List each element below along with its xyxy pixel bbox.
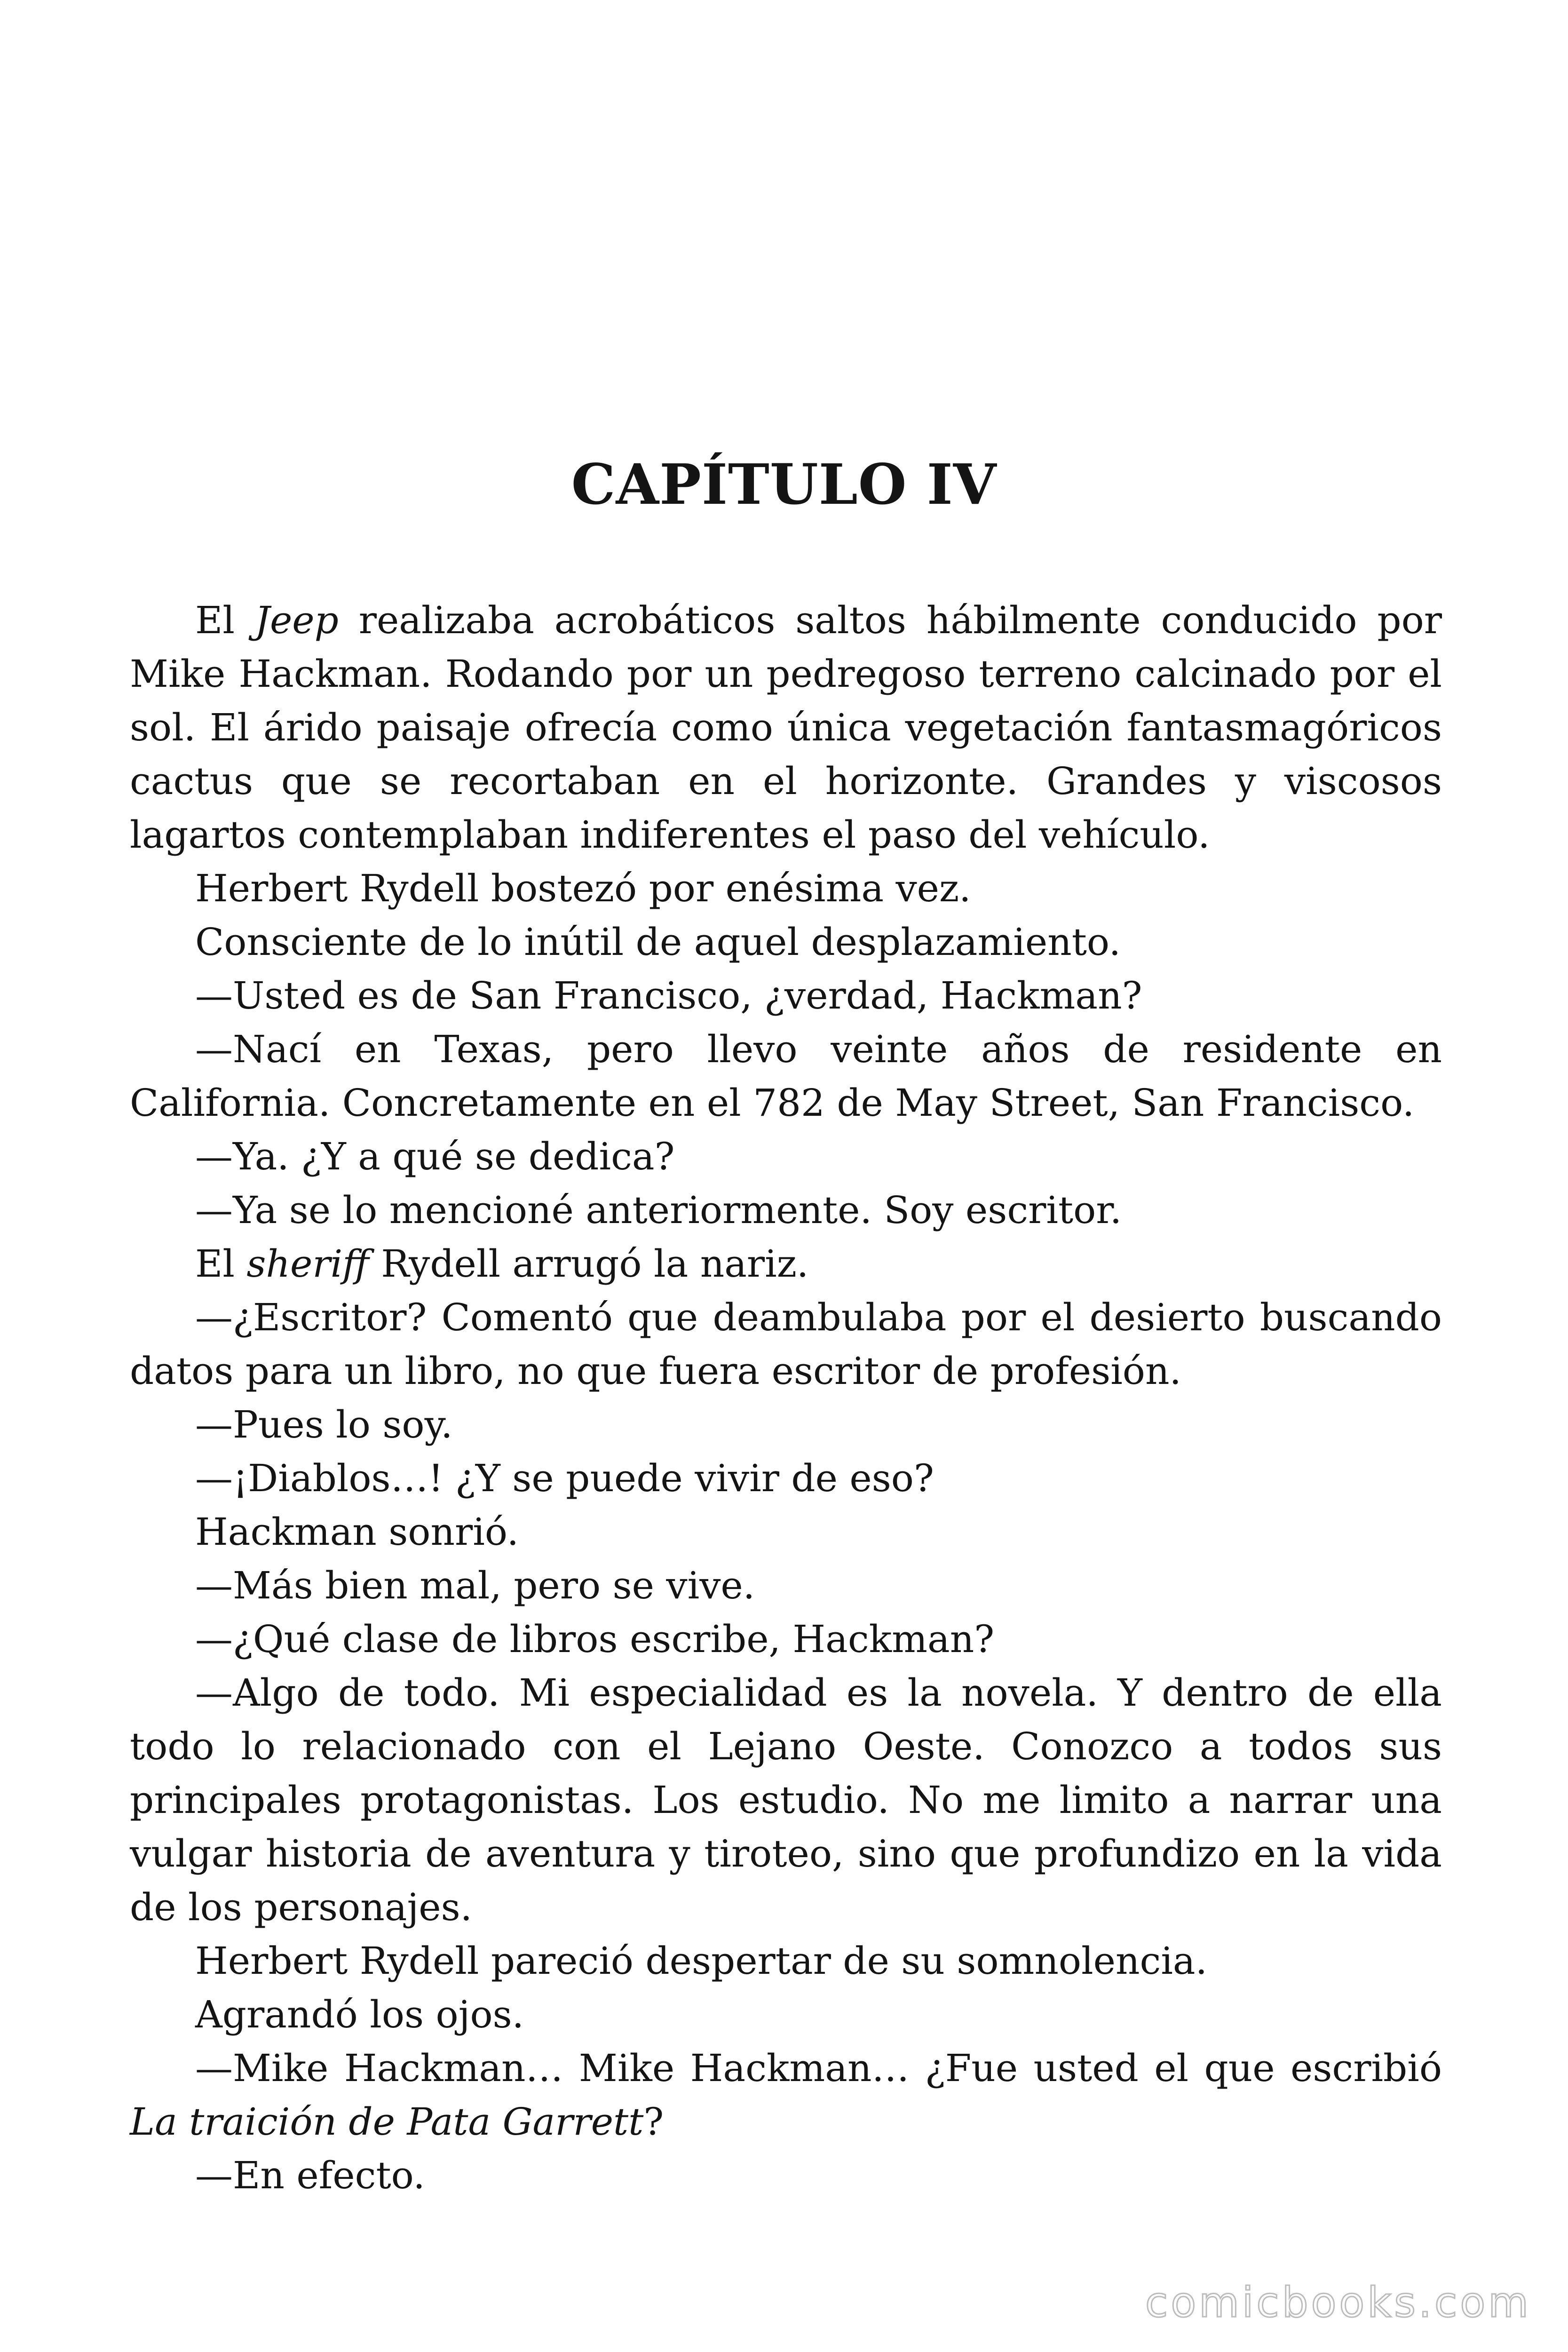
- paragraph: —Nací en Texas, pero llevo veinte años de residente en California. Concretamente en el 782 de May Street, San Francisco.: [130, 1027, 1442, 1125]
- paragraph: Agrandó los ojos.: [195, 1993, 524, 2036]
- paragraph: —Algo de todo. Mi especialidad es la novela. Y dentro de ella todo lo relacionado con el Lejano Oeste. Conozco a todos sus principales protagonistas. Los estudio. No me limito a narrar una vulgar historia de aventura y tiroteo, sino que profundizo en la vida de los personajes.: [130, 1671, 1442, 1929]
- paragraph: —¿Qué clase de libros escribe, Hackman?: [195, 1617, 995, 1661]
- paragraph: Hackman sonrió.: [195, 1510, 519, 1554]
- paragraph: —¿Escritor? Comentó que deambulaba por el desierto buscando datos para un libro, no que fuera escritor de profesión.: [130, 1295, 1442, 1393]
- body-text: [130, 594, 1442, 2202]
- paragraph: Herbert Rydell pareció despertar de su somnolencia.: [195, 1939, 1208, 1983]
- paragraph: —En efecto.: [195, 2153, 425, 2197]
- paragraph: Herbert Rydell bostezó por enésima vez.: [195, 866, 971, 910]
- chapter-title: CAPÍTULO IV: [571, 452, 997, 517]
- paragraph: —Pues lo soy.: [195, 1403, 453, 1446]
- paragraph: Consciente de lo inútil de aquel desplazamiento.: [195, 920, 1121, 964]
- paragraph: —Mike Hackman… Mike Hackman… ¿Fue usted el que escribió La traición de Pata Garrett?: [130, 2046, 1442, 2144]
- paragraph: —Más bien mal, pero se vive.: [195, 1564, 755, 1607]
- paragraph: —¡Diablos…! ¿Y se puede vivir de eso?: [195, 1456, 934, 1500]
- paragraph: El Jeep realizaba acrobáticos saltos hábilmente conducido por Mike Hackman. Rodando por un pedregoso terreno calcinado por el sol. El árido paisaje ofrecía como única vegetación fantasmagóricos cactus que se recortaban en el horizonte. Grandes y viscosos lagartos contemplaban indiferentes el paso del vehículo.: [130, 598, 1442, 857]
- paragraph: —Ya se lo mencioné anteriormente. Soy escritor.: [195, 1188, 1122, 1232]
- paragraph: —Ya. ¿Y a qué se dedica?: [195, 1135, 675, 1178]
- watermark: comicbooks.com: [1145, 2278, 1531, 2327]
- paragraph: El sheriff Rydell arrugó la nariz.: [195, 1242, 809, 1286]
- paragraph: —Usted es de San Francisco, ¿verdad, Hackman?: [195, 974, 1142, 1017]
